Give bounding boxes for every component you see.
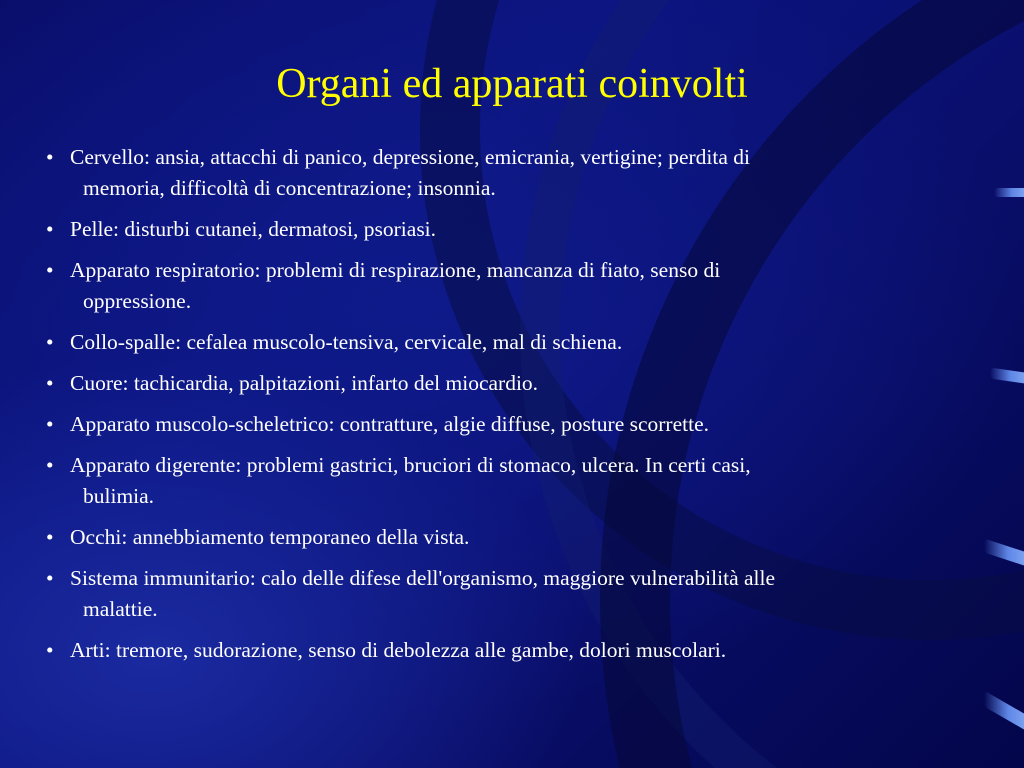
bullet-icon: • [46, 638, 54, 662]
item-label: Apparato muscolo-scheletrico: [70, 412, 335, 436]
item-continuation: memoria, difficoltà di concentrazione; insonnia. [83, 176, 496, 200]
bullet-icon: • [46, 525, 54, 549]
item-text: disturbi cutanei, dermatosi, psoriasi. [118, 217, 437, 241]
edge-mark [994, 188, 1024, 197]
item-label: Collo-spalle: [70, 330, 182, 354]
item-label: Cuore: [70, 371, 129, 395]
list-item [46, 522, 996, 553]
list-item [46, 450, 996, 512]
list-item [46, 327, 996, 358]
item-text: calo delle difese dell'organismo, maggiore vulnerabilità alle [255, 566, 776, 590]
item-text: problemi gastrici, bruciori di stomaco, ulcera. In certi casi, [241, 453, 751, 477]
list-item [46, 368, 996, 399]
list-item [46, 255, 996, 317]
item-continuation: bulimia. [83, 484, 155, 508]
item-text: problemi di respirazione, mancanza di fiato, senso di [260, 258, 721, 282]
list-item [46, 214, 996, 245]
item-text: tremore, sudorazione, senso di debolezza alle gambe, dolori muscolari. [110, 638, 727, 662]
bullet-icon: • [46, 566, 54, 590]
item-label: Apparato digerente: [70, 453, 242, 477]
item-label: Sistema immunitario: [70, 566, 256, 590]
item-label: Occhi: [70, 525, 128, 549]
bullet-icon: • [46, 217, 54, 241]
item-text: tachicardia, palpitazioni, infarto del miocardio. [128, 371, 539, 395]
edge-mark [984, 690, 1024, 729]
bullet-icon: • [46, 371, 54, 395]
item-continuation: malattie. [83, 597, 158, 621]
item-text: annebbiamento temporaneo della vista. [127, 525, 470, 549]
bullet-icon: • [46, 330, 54, 354]
list-item [46, 563, 996, 625]
bullet-icon: • [46, 258, 54, 282]
list-item [46, 635, 996, 666]
item-label: Apparato respiratorio: [70, 258, 261, 282]
bullet-icon: • [46, 453, 54, 477]
item-text: cefalea muscolo-tensiva, cervicale, mal di schiena. [181, 330, 623, 354]
item-label: Arti: [70, 638, 111, 662]
item-label: Cervello: [70, 145, 151, 169]
list-item [46, 142, 996, 204]
bullet-icon: • [46, 412, 54, 436]
slide-title: Organi ed apparati coinvolti [276, 61, 748, 107]
item-label: Pelle: [70, 217, 119, 241]
item-text: ansia, attacchi di panico, depressione, emicrania, vertigine; perdita di [150, 145, 750, 169]
item-continuation: oppressione. [83, 289, 192, 313]
list-item [46, 409, 996, 440]
bullet-list [46, 142, 996, 676]
bullet-icon: • [46, 145, 54, 169]
item-text: contratture, algie diffuse, posture scorrette. [334, 412, 710, 436]
